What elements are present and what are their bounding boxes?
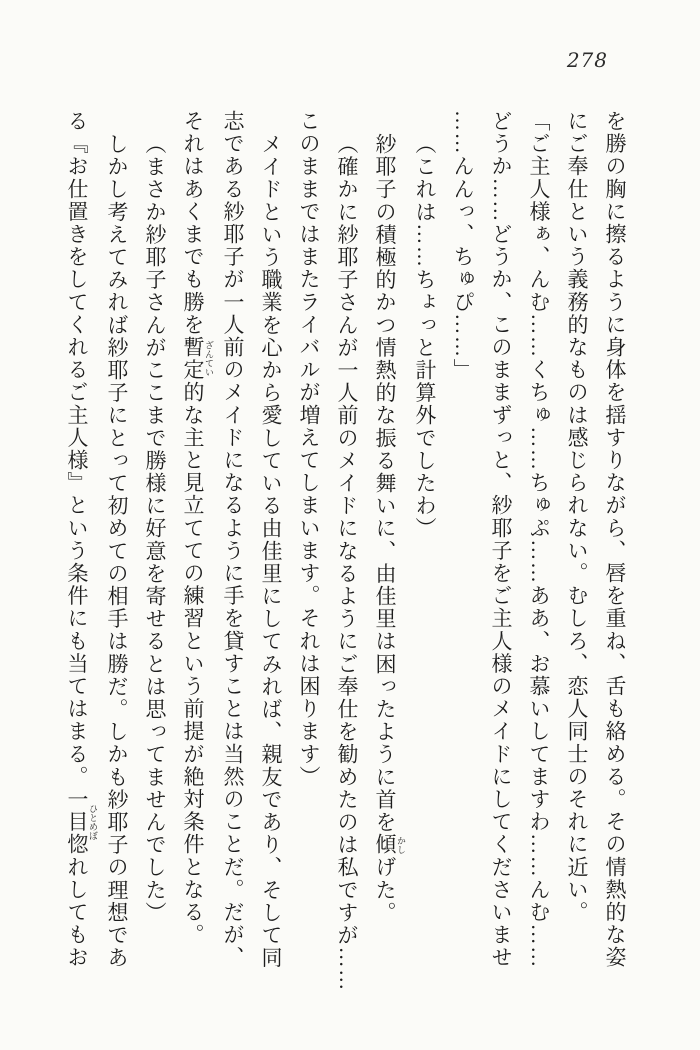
ruby-annotated-word: 暫定 ざんてい bbox=[181, 336, 214, 382]
text-line: 紗耶子の積極的かつ情熱的な振る舞いに、由佳里は困ったように首を傾 かしげた。 bbox=[373, 132, 406, 924]
text-line: （これは……ちょっと計算外でしたわ） bbox=[413, 132, 437, 540]
text-line: る『お仕置きをしてくれるご主人様』という条件にも当てはまる。一目惚 ひとめぼれしてもお bbox=[65, 110, 98, 969]
page-number: 278 bbox=[566, 48, 608, 72]
text-line: それはあくまでも勝を暫定 ざんてい的な主と見立てての練習という前提が絶対条件となる。 bbox=[181, 110, 214, 947]
ruby-annotated-word: 一目惚 ひとめぼ bbox=[65, 788, 98, 856]
text-line: メイドという職業を心から愛している由佳里にしてみれば、親友であり、そして同 bbox=[259, 132, 283, 969]
text-line: どうか……どうか、このままずっと、紗耶子をご主人様のメイドにしてくださいませ bbox=[489, 110, 513, 969]
text-line: このままではまたライバルが増えてしまいます。それは困ります） bbox=[297, 110, 321, 788]
text-line: を勝の胸に擦るように身体を揺すりながら、唇を重ね、舌も絡める。その情熱的な姿 bbox=[603, 110, 627, 969]
text-line: にご奉仕という義務的なものは感じられない。むしろ、恋人同士のそれに近い。 bbox=[565, 110, 589, 924]
text-line: 「ご主人様ぁ、んむ……くちゅ……ちゅぷ……ああ、お慕いしてますわ……んむ…… bbox=[527, 110, 551, 969]
text-line: （まさか紗耶子さんがここまで勝様に好意を寄せるとは思ってませんでした） bbox=[143, 132, 167, 924]
text-line: しかし考えてみれば紗耶子にとって初めての相手は勝だ。しかも紗耶子の理想であ bbox=[105, 132, 129, 969]
text-line: 志である紗耶子が一人前のメイドになるように手を貸すことは当然のことだ。だが、 bbox=[221, 110, 245, 969]
text-line: （確かに紗耶子さんが一人前のメイドになるようにご奉仕を勧めたのは私ですが…… bbox=[335, 132, 359, 992]
text-area bbox=[58, 110, 634, 1000]
text-line: ……んんっ、ちゅぴ……」 bbox=[451, 110, 475, 382]
ruby-annotated-word: 傾 かし bbox=[373, 833, 406, 856]
